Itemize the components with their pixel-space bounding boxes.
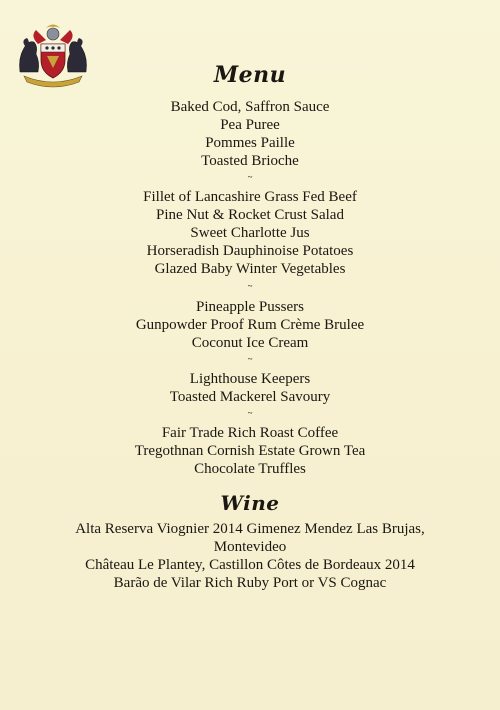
wine-item: Alta Reserva Viognier 2014 Gimenez Mendez Las Brujas, [75, 521, 425, 537]
wine-heading: Wine [220, 491, 280, 515]
course-3 [0, 298, 500, 352]
course-separator: ~ [247, 281, 253, 291]
course-separator: ~ [247, 408, 253, 418]
wine-item: Montevideo [213, 539, 287, 555]
menu-item: Glazed Baby Winter Vegetables [154, 261, 346, 277]
menu-item: Tregothnan Cornish Estate Grown Tea [134, 443, 366, 459]
menu-item: Horseradish Dauphinoise Potatoes [146, 243, 354, 259]
menu-item: Toasted Mackerel Savoury [169, 389, 331, 405]
menu-item: Sweet Charlotte Jus [190, 225, 310, 241]
course-1 [0, 98, 500, 170]
wine-list [0, 520, 500, 592]
wine-item: Barão de Vilar Rich Ruby Port or VS Cognac [113, 575, 387, 591]
course-2 [0, 188, 500, 278]
menu-item: Lighthouse Keepers [189, 371, 311, 387]
menu-item: Pea Puree [220, 117, 280, 133]
course-separator: ~ [247, 354, 253, 364]
menu-item: Fair Trade Rich Roast Coffee [161, 425, 339, 441]
menu-item: Toasted Brioche [201, 153, 299, 169]
menu-item: Gunpowder Proof Rum Crème Brulee [135, 317, 365, 333]
menu-item: Baked Cod, Saffron Sauce [170, 99, 330, 115]
menu-item: Chocolate Truffles [194, 461, 306, 477]
course-4 [0, 370, 500, 406]
menu-heading: Menu [213, 62, 287, 88]
menu-item: Coconut Ice Cream [191, 335, 309, 351]
wine-item: Château Le Plantey, Castillon Côtes de Bordeaux 2014 [85, 557, 415, 573]
menu-item: Pineapple Pussers [196, 299, 304, 315]
course-separator: ~ [247, 172, 253, 182]
course-5 [0, 424, 500, 478]
menu-item: Pine Nut & Rocket Crust Salad [156, 207, 344, 223]
menu-item: Pommes Paille [205, 135, 295, 151]
menu-item: Fillet of Lancashire Grass Fed Beef [143, 189, 357, 205]
